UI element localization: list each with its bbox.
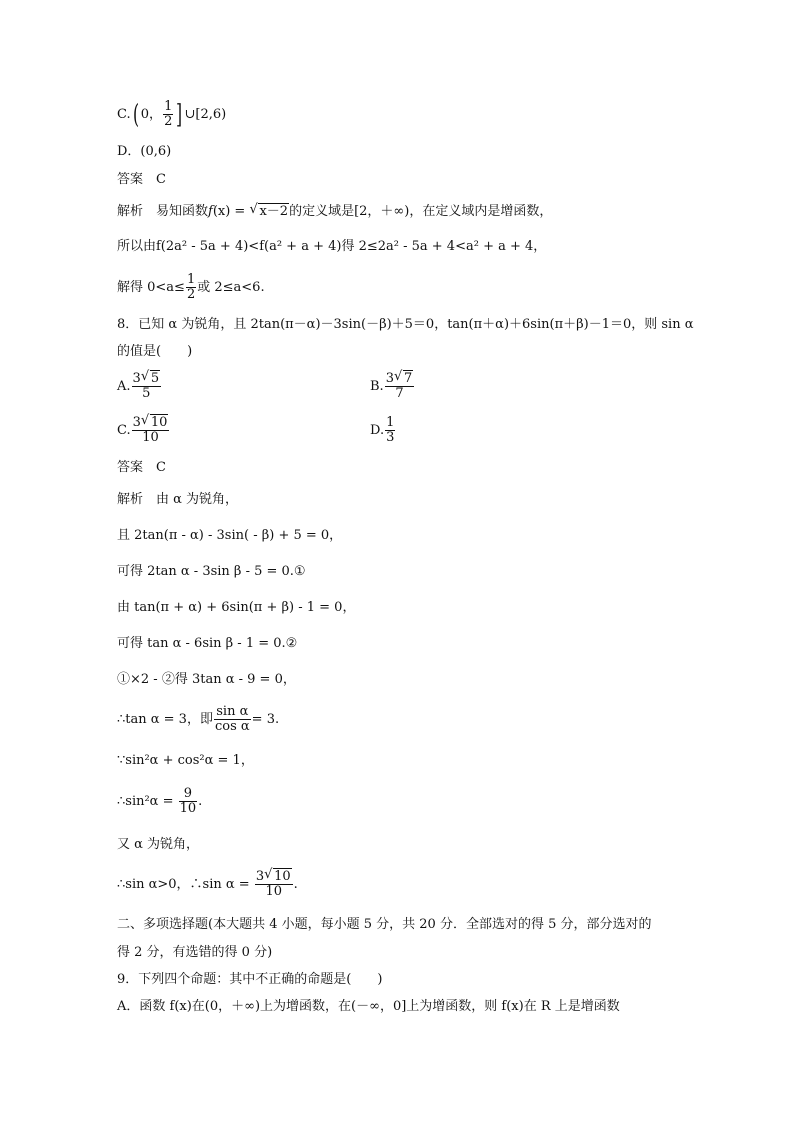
left-paren: ( — [132, 99, 139, 130]
right-bracket: ] — [176, 99, 183, 130]
option-8d: D. $\frac{1}{3}$ — [370, 415, 395, 445]
fraction: $\frac{9}{10}$ — [179, 786, 197, 816]
solution-line10: 又 α 为锐角， — [117, 837, 200, 852]
fraction: $\frac{1}{2}$ — [164, 99, 173, 129]
fraction: $\frac{3√ 10}{10}$ — [255, 870, 293, 899]
question-8-line2: 的值是( ) — [117, 344, 193, 359]
answer-8: 答案 C — [117, 460, 166, 475]
question-9: 9．下列四个命题：其中不正确的命题是( ) — [117, 972, 383, 987]
section-2-heading-line2: 得 2 分，有选错的得 0 分) — [117, 945, 273, 960]
solution-line2: 且 2tan(π - α) - 3sin( - β) + 5 = 0， — [117, 528, 343, 543]
explanation-7-line3: 解得 0<a≤ $\frac{1}{2}$ 或 2≤a<6. — [117, 272, 265, 302]
solution-line3: 可得 2tan α - 3sin β - 5 = 0.① — [117, 564, 306, 579]
explanation-7-line1: 解析 易知函数f(x) = √ x－2的定义域是[2，＋∞)，在定义域内是增函数， — [117, 203, 552, 221]
solution-line9: ∴sin²α = $\frac{9}{10}$ . — [117, 786, 203, 816]
solution-line8: ∵sin²α + cos²α = 1， — [117, 753, 254, 768]
solution-line4: 由 tan(π + α) + 6sin(π + β) - 1 = 0， — [117, 600, 356, 615]
option-8a: A. $\frac{3√ 5}{5}$ — [117, 372, 162, 401]
solution-line7: ∴tan α = 3，即 $\frac{\text{sin α}}{\text{cos α}}$ = 3. — [117, 704, 280, 734]
fraction: $\frac{3√ 10}{10}$ — [132, 416, 170, 445]
fraction: $\frac{\text{sin α}}{\text{cos α}}$ — [214, 704, 250, 734]
option-c-prev: C.( 0， $\frac{1}{2}$ ] ∪[2,6) — [117, 99, 227, 130]
section-2-heading-line1: 二、多项选择题(本大题共 4 小题，每小题 5 分，共 20 分．全部选对的得 5 分，部分选对的 — [117, 917, 652, 932]
solution-line5: 可得 tan α - 6sin β - 1 = 0.② — [117, 636, 298, 651]
solution-line11: ∴sin α>0，∴sin α = $\frac{3√ 10}{10}$ . — [117, 870, 298, 899]
fraction: $\frac{1}{2}$ — [186, 272, 196, 302]
question-9-option-a: A．函数 f(x)在(0，＋∞)上为增函数，在(－∞，0]上为增函数，则 f(x)在 R 上是增函数 — [117, 999, 620, 1014]
explanation-7-line2: 所以由f(2a² - 5a + 4)<f(a² + a + 4)得 2≤2a² - 5a + 4<a² + a + 4， — [117, 239, 547, 254]
option-8c: C. $\frac{3√ 10}{10}$ — [117, 416, 170, 445]
question-8-line1: 8．已知 α 为锐角，且 2tan(π－α)－3sin(－β)＋5＝0，tan(π＋α)＋6sin(π＋β)－1＝0，则 sin α — [117, 317, 694, 332]
fraction: $\frac{3√ 7}{7}$ — [385, 372, 415, 401]
option-d-prev: D．(0,6) — [117, 144, 172, 159]
option-8b: B. $\frac{3√ 7}{7}$ — [370, 372, 415, 401]
sqrt: √ x－2 — [249, 203, 289, 221]
fraction: $\frac{1}{3}$ — [386, 415, 395, 445]
answer-7: 答案 C — [117, 172, 166, 187]
fraction: $\frac{3√ 5}{5}$ — [132, 372, 162, 401]
solution-line6: ①×2 - ②得 3tan α - 9 = 0， — [117, 672, 296, 687]
solution-line1: 解析 由 α 为锐角， — [117, 492, 239, 507]
